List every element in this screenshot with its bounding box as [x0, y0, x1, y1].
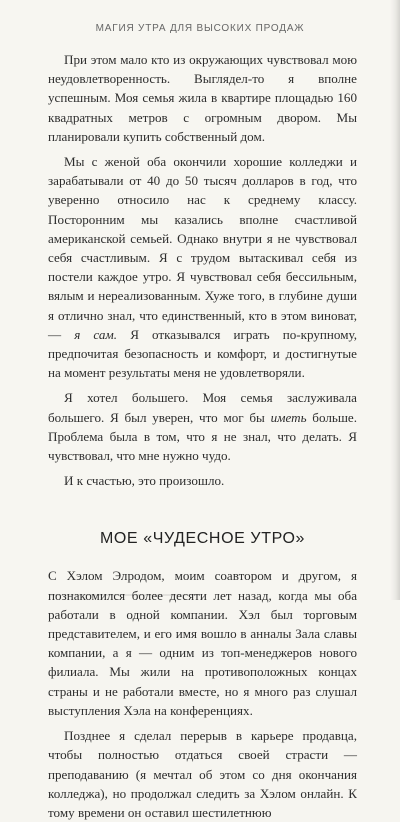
paragraph-1 — [48, 50, 357, 146]
paragraph-2 — [48, 152, 357, 382]
paragraph-4: И к счастью, это произошло. — [64, 473, 225, 489]
paragraph-3-ending: больше. Проблема была в том, что я не знал, что делать. Я чувствовал, что мне нужно чудо. — [48, 409, 357, 464]
paragraph-1-text: При этом мало кто из окружающих чувствовал мою неудовлетворенность. Выглядел-то я вполне успешным. Моя семья жила в квартире площадью 160 квадратных метров с огромным двором. Мы планировали купить собственный дом. — [48, 52, 357, 144]
section-paragraph-1: С Хэлом Элродом, моим соавтором и другом, я познакомился более десяти лет назад, когда мы оба работали в одной компании. Хэл был торговым представителем, и его имя вошло в анналы Зала славы компании, а я — одним из топ-менеджеров нового филиала. Мы жили на противоположных концах страны и не работали вместе, но я много раз слушал выступления Хэла на конференциях. — [48, 568, 357, 718]
paragraph-3 — [48, 388, 357, 465]
section-paragraph-2: Позднее я сделал перерыв в карьере продавца, чтобы полностью отдаться своей страсти — преподаванию (я мечтал об этом со дня окончания колледжа), но продолжал следить за Хэлом онлайн. К тому времени он оставил шестилетнюю — [48, 728, 357, 820]
paragraph-2-text: Мы с женой оба окончили хорошие колледжи и зарабатывали от 40 до 50 тысяч долларов в год, что уверенно относило нас к среднему классу. Посторонним мы казались вполне счастливой американской семьей. Однако внутри я не чувствовал себя счастливым. Я с трудом вытаскивал себя из постели каждое утро. Я чувствовал себя бессильным, вялым и нереализованным. Хуже того, в глубине души я отлично знал, что единственный, кто в этом виноват, — — [48, 154, 357, 342]
section-heading: МОЕ «ЧУДЕСНОЕ УТРО» — [99, 530, 306, 548]
bottom-page-cut-line — [50, 594, 200, 596]
page-edge-shadow — [390, 0, 400, 600]
paragraph-2-ending: Я отказывался играть по-крупному, предпочитая безопасность и комфорт, и достигнутые на момент результаты меня не удовлетворяли. — [48, 326, 358, 381]
italic-ya-sam: я сам. — [74, 326, 118, 342]
paragraph-3-text: Я хотел большего. Моя семья заслуживала большего. Я был уверен, что мог бы — [48, 390, 357, 425]
page-content — [48, 50, 357, 822]
running-header: МАГИЯ УТРА ДЛЯ ВЫСОКИХ ПРОДАЖ — [95, 23, 305, 34]
italic-imet: иметь — [270, 409, 307, 425]
